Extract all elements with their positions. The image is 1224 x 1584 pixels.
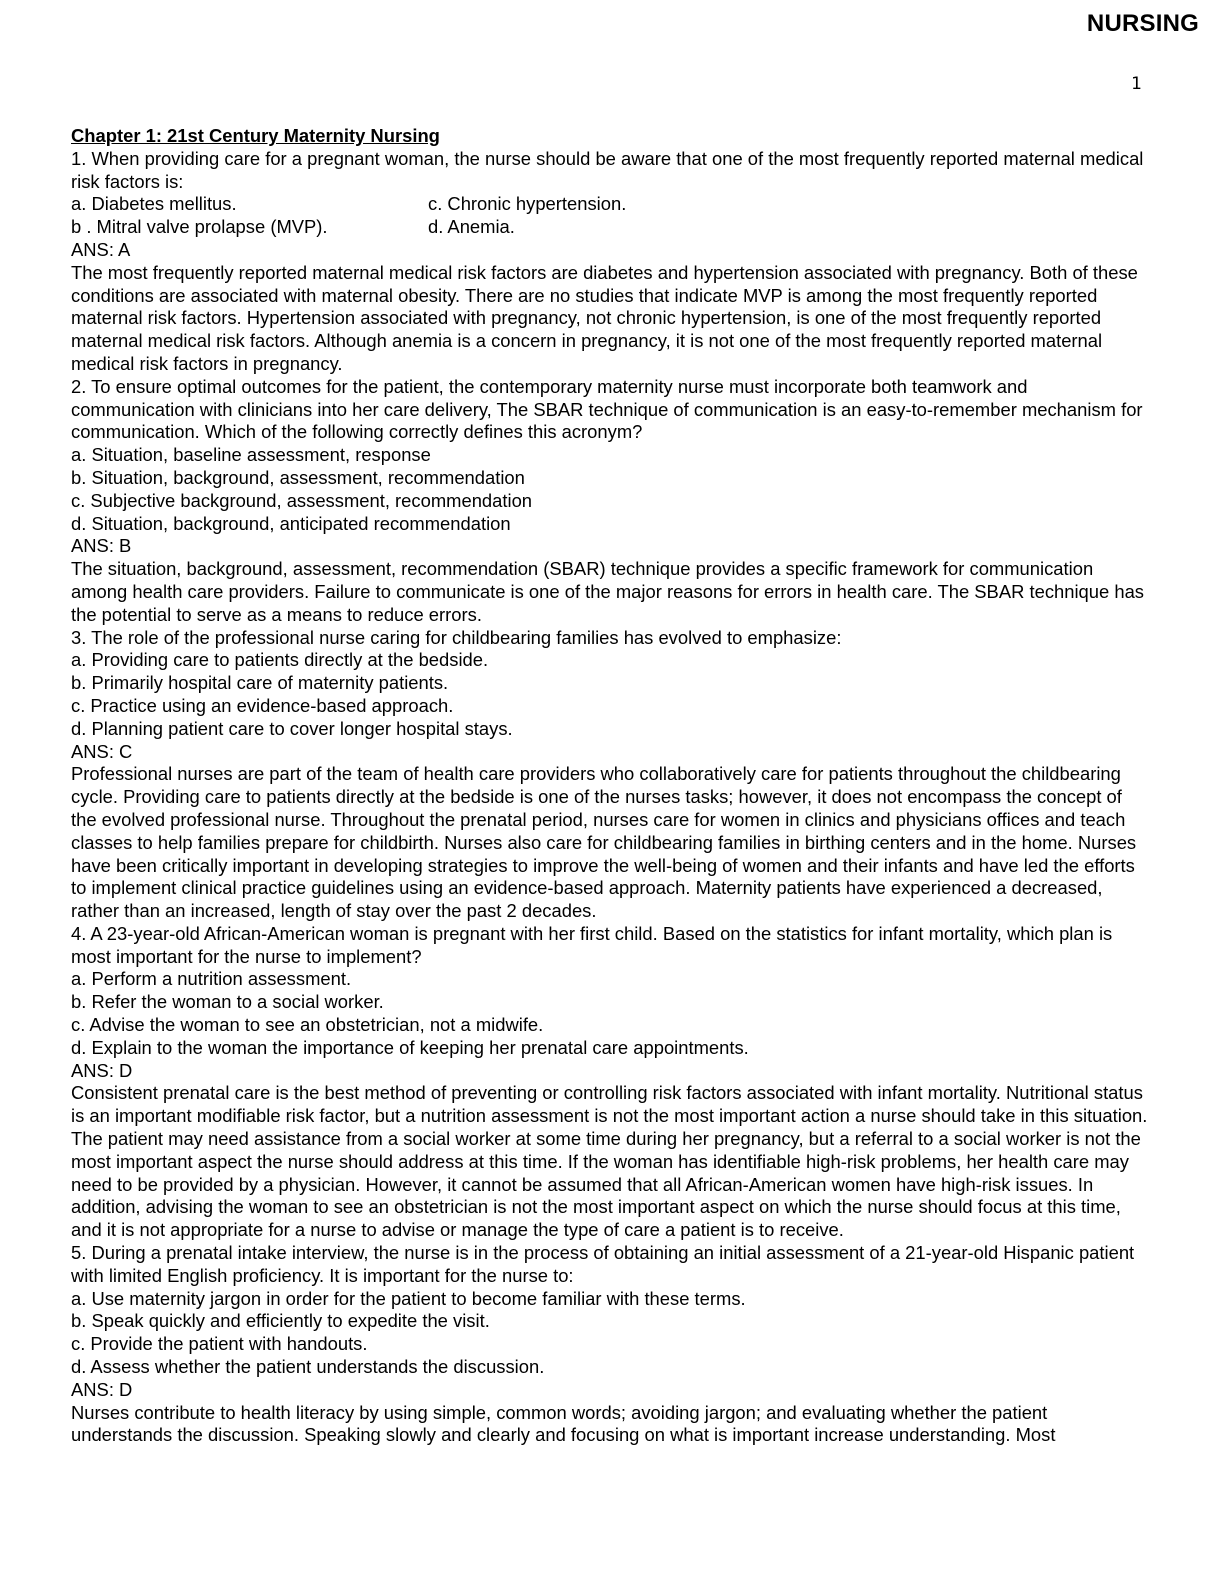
question-1-option-d: d. Anemia. — [428, 216, 515, 238]
question-2-option-b: b. Situation, background, assessment, recommendation — [71, 466, 525, 488]
question-4-option-d: d. Explain to the woman the importance of keeping her prenatal care appointments. — [71, 1036, 749, 1058]
question-2-rationale: The situation, background, assessment, recommendation (SBAR) technique provides a specific framework for communication among health care providers. Failure to communicate is one of the major reasons for errors in health care. The SBAR technique has the potential to serve as a means to reduce errors. — [71, 558, 1144, 625]
question-1-options-row-1 — [71, 193, 1151, 216]
question-3-option-b: b. Primarily hospital care of maternity patients. — [71, 672, 449, 694]
question-5-option-a: a. Use maternity jargon in order for the patient to become familiar with these terms. — [71, 1287, 746, 1309]
question-1-answer: ANS: A — [71, 238, 131, 260]
question-5-option-d: d. Assess whether the patient understands the discussion. — [71, 1356, 545, 1378]
question-5-option-b: b. Speak quickly and efficiently to expedite the visit. — [71, 1310, 490, 1332]
question-3-option-d: d. Planning patient care to cover longer hospital stays. — [71, 717, 513, 739]
question-5-answer: ANS: D — [71, 1378, 133, 1400]
question-1-option-b: b . Mitral valve prolapse (MVP). — [71, 216, 328, 238]
document-body — [71, 125, 1151, 1447]
header-title: NURSING — [1086, 10, 1199, 37]
question-2-text: 2. To ensure optimal outcomes for the patient, the contemporary maternity nurse must incorporate both teamwork and communication with clinicians into her care delivery, The SBAR technique of communication is an easy-to-remember mechanism for communication. Which of the following correctly defines this acronym? — [71, 375, 1143, 443]
question-5-option-c: c. Provide the patient with handouts. — [71, 1333, 368, 1355]
question-2-option-a: a. Situation, baseline assessment, response — [71, 444, 431, 466]
question-1-option-a: a. Diabetes mellitus. — [71, 193, 237, 215]
question-3-answer: ANS: C — [71, 740, 133, 762]
question-4-option-a: a. Perform a nutrition assessment. — [71, 968, 352, 990]
question-1-text: 1. When providing care for a pregnant woman, the nurse should be aware that one of the most frequently reported maternal medical risk factors is: — [71, 147, 1144, 192]
question-4-option-b: b. Refer the woman to a social worker. — [71, 991, 384, 1013]
question-3-rationale: Professional nurses are part of the team of health care providers who collaboratively care for patients throughout the childbearing cycle. Providing care to patients directly at the bedside is one of the nurses tasks; however, it does not encompass the concept of the evolved professional nurse. Throughout the prenatal period, nurses care for women in clinics and physicians offices and teach classes to help families prepare for childbirth. Nurses also care for childbearing families in birthing centers and in the home. Nurses have been critically important in developing strategies to improve the well-being of women and their infants and have led the efforts to implement clinical practice guidelines using an evidence-based approach. Maternity patients have experienced a decreased, rather than an increased, length of stay over the past 2 decades. — [71, 763, 1137, 922]
question-4-answer: ANS: D — [71, 1059, 133, 1081]
question-1-options-row-2 — [71, 216, 1151, 239]
question-2-answer: ANS: B — [71, 535, 132, 557]
question-3-option-a: a. Providing care to patients directly at the bedside. — [71, 649, 489, 671]
chapter-title: Chapter 1: 21st Century Maternity Nursing — [71, 125, 440, 146]
question-4-rationale: Consistent prenatal care is the best method of preventing or controlling risk factors associated with infant mortality. Nutritional status is an important modifiable risk factor, but a nutrition assessment is not the most important action a nurse should take in this situation. The patient may need assistance from a social worker at some time during her pregnancy, but a referral to a social worker is not the most important aspect the nurse should address at this time. If the woman has identifiable high-risk problems, her health care may need to be provided by a physician. However, it cannot be assumed that all African-American women have high-risk issues. In addition, advising the woman to see an obstetrician is not the most important aspect on which the nurse should focus at this time, and it is not appropriate for a nurse to advise or manage the type of care a patient is to receive. — [71, 1082, 1148, 1241]
question-5-rationale: Nurses contribute to health literacy by using simple, common words; avoiding jargon; and evaluating whether the patient understands the discussion. Speaking slowly and clearly and focusing on what is important increase understanding. Most — [71, 1401, 1056, 1446]
question-2-option-c: c. Subjective background, assessment, recommendation — [71, 489, 533, 511]
question-3-text: 3. The role of the professional nurse caring for childbearing families has evolved to emphasize: — [71, 626, 842, 648]
question-3-option-c: c. Practice using an evidence-based approach. — [71, 694, 454, 716]
question-5-text: 5. During a prenatal intake interview, the nurse is in the process of obtaining an initial assessment of a 21-year-old Hispanic patient with limited English proficiency. It is important for the nurse to: — [71, 1242, 1135, 1286]
question-4-option-c: c. Advise the woman to see an obstetrician, not a midwife. — [71, 1014, 544, 1036]
question-2-option-d: d. Situation, background, anticipated recommendation — [71, 512, 511, 534]
page-number: 1 — [1131, 74, 1142, 94]
question-1-rationale: The most frequently reported maternal medical risk factors are diabetes and hypertension associated with pregnancy. Both of these conditions are associated with maternal obesity. There are no studies that indicate MVP is among the most frequently reported maternal risk factors. Hypertension associated with pregnancy, not chronic hypertension, is one of the most frequently reported maternal medical risk factors. Although anemia is a concern in pregnancy, it is not one of the most frequently reported maternal medical risk factors in pregnancy. — [71, 261, 1138, 374]
question-1-option-c: c. Chronic hypertension. — [428, 193, 627, 215]
question-4-text: 4. A 23-year-old African-American woman is pregnant with her first child. Based on the statistics for infant mortality, which plan is most important for the nurse to implement? — [71, 922, 1113, 967]
